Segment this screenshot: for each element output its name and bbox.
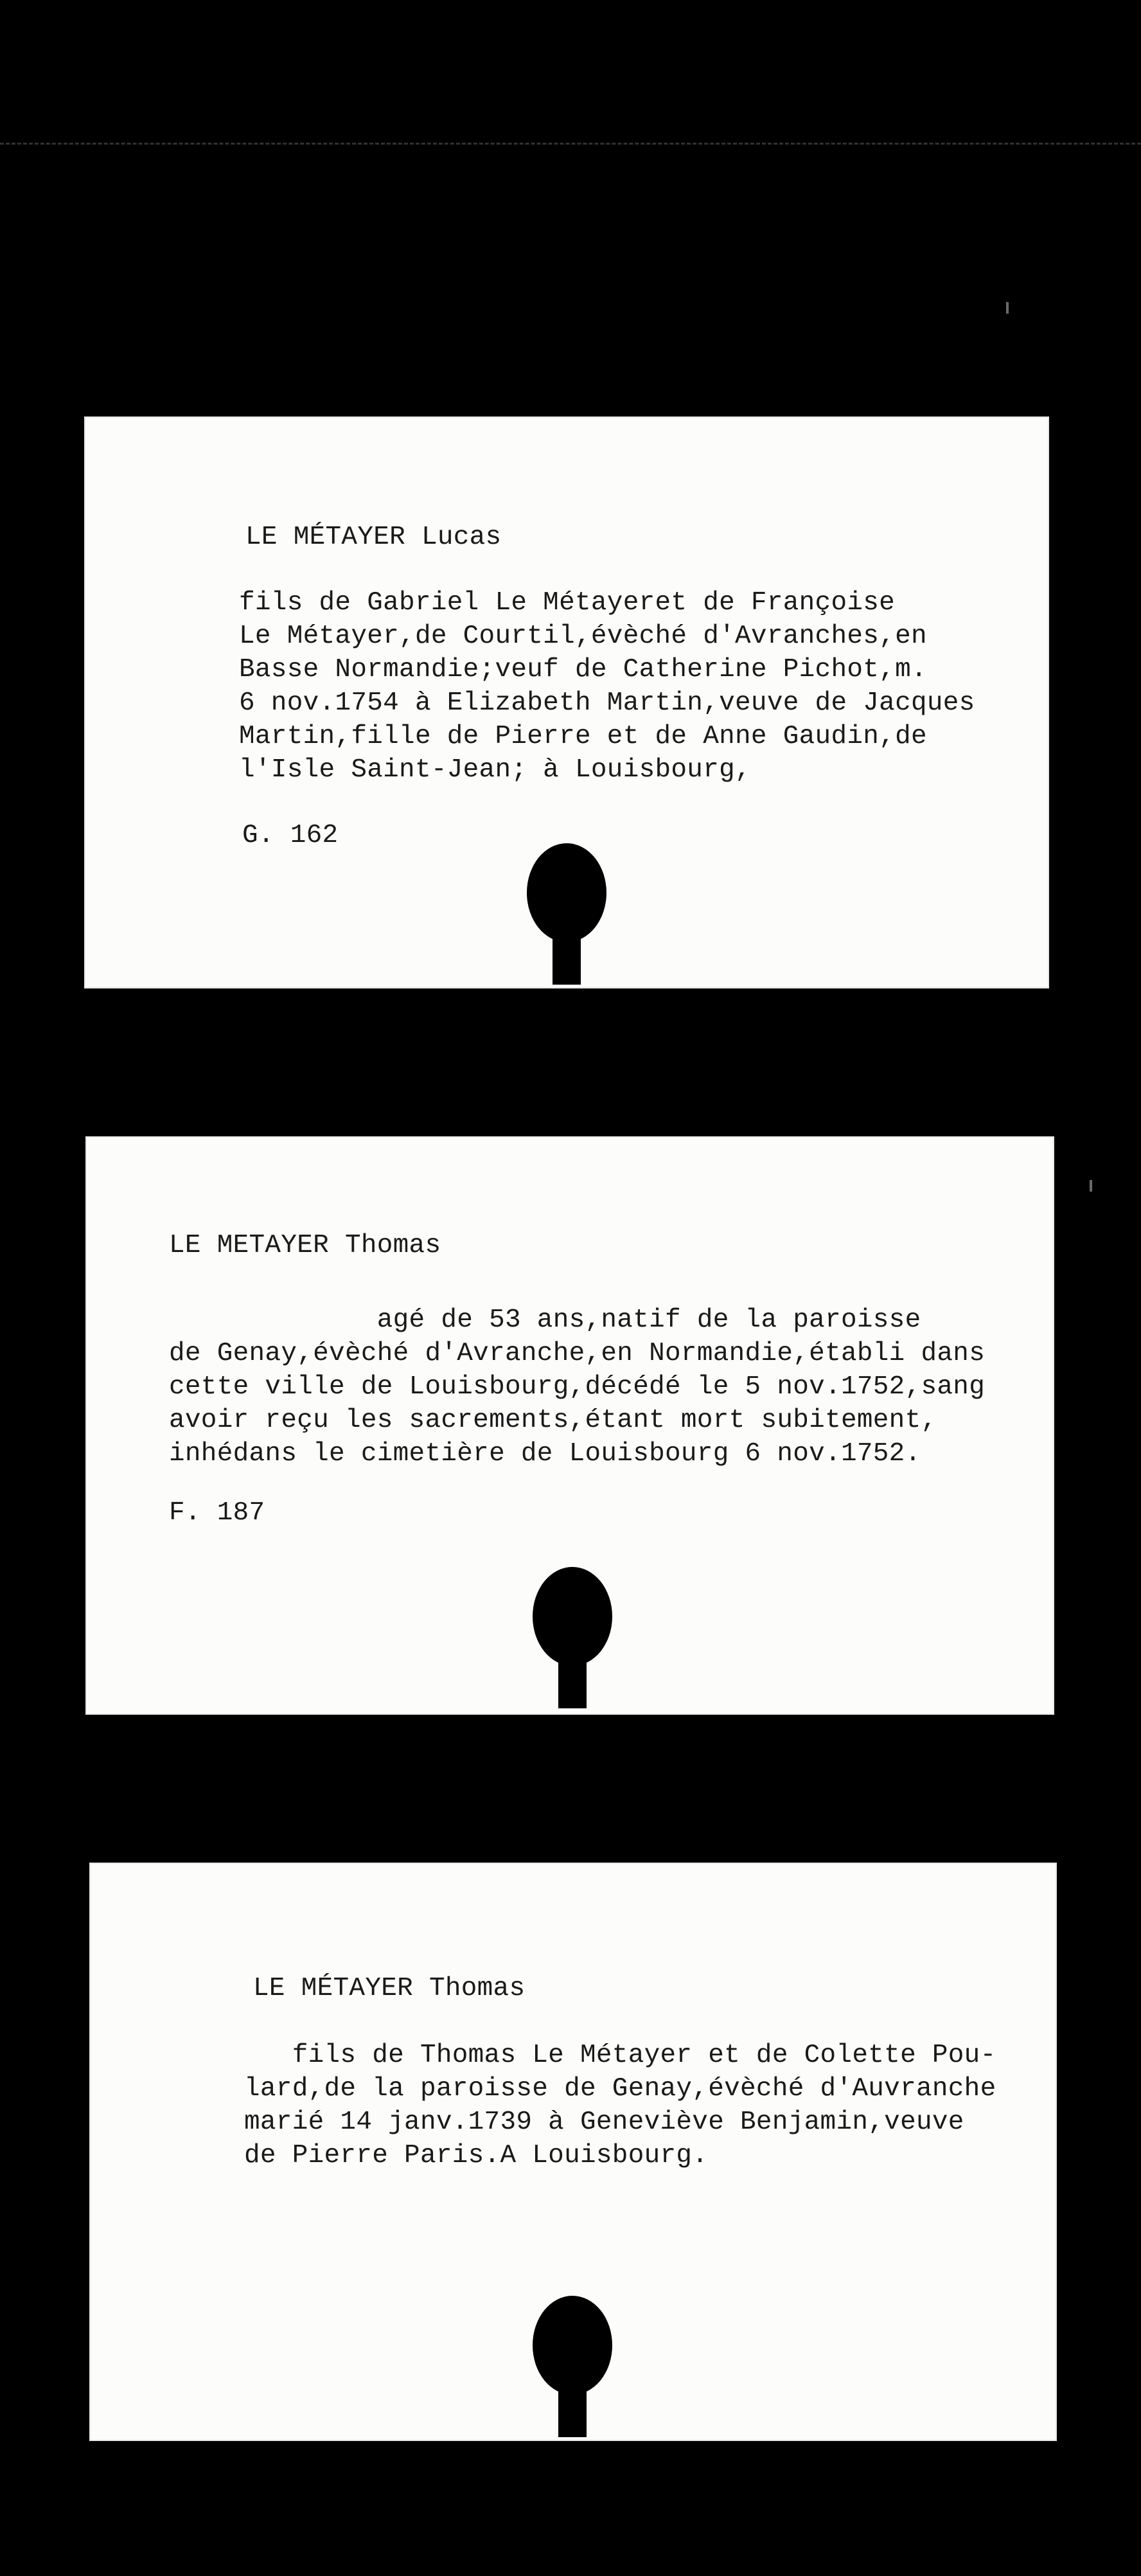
card-body-line: Le Métayer,de Courtil,évèché d'Avranches,en [239,622,927,651]
card-body-line: Martin,fille de Pierre et de Anne Gaudin,de [239,722,927,751]
card-body-line: l'Isle Saint-Jean; à Louisbourg, [239,755,751,785]
card-body-line: inhédans le cimetière de Louisbourg 6 nov.1752. [169,1439,921,1469]
card-body-line: agé de 53 ans,natif de la paroisse [169,1305,921,1335]
film-speck [1090,1180,1092,1192]
film-speck [1006,302,1009,314]
card-body-line: fils de Thomas Le Métayer et de Colette Pou- [244,2041,996,2070]
card-body-line: marié 14 janv.1739 à Geneviève Benjamin,veuve [244,2107,964,2137]
index-card-2 [85,1136,1054,1715]
card-body-line: cette ville de Louisbourg,décédé le 5 nov.1752,sang [169,1372,986,1402]
card-reference: F. 187 [169,1498,265,1528]
card-body-line: fils de Gabriel Le Métayeret de Françoise [239,588,896,618]
card-heading: LE MÉTAYER Lucas [245,523,502,552]
card-heading: LE MÉTAYER Thomas [253,1974,526,2003]
index-card-1 [84,416,1049,988]
card-body-line: lard,de la paroisse de Genay,évèché d'Auvranche [244,2074,996,2104]
index-card-3 [89,1863,1057,2441]
film-edge-top [0,143,1141,147]
card-body-line: de Pierre Paris.A Louisbourg. [244,2141,709,2170]
card-body-line: Basse Normandie;veuf de Catherine Pichot,m. [239,655,927,684]
card-reference: G. 162 [242,821,339,850]
card-body-line: 6 nov.1754 à Elizabeth Martin,veuve de Jacques [239,688,975,718]
card-heading: LE METAYER Thomas [169,1231,441,1260]
card-body-line: avoir reçu les sacrements,étant mort subitement, [169,1406,937,1435]
card-body-line: de Genay,évèché d'Avranche,en Normandie,établi dans [169,1339,986,1368]
